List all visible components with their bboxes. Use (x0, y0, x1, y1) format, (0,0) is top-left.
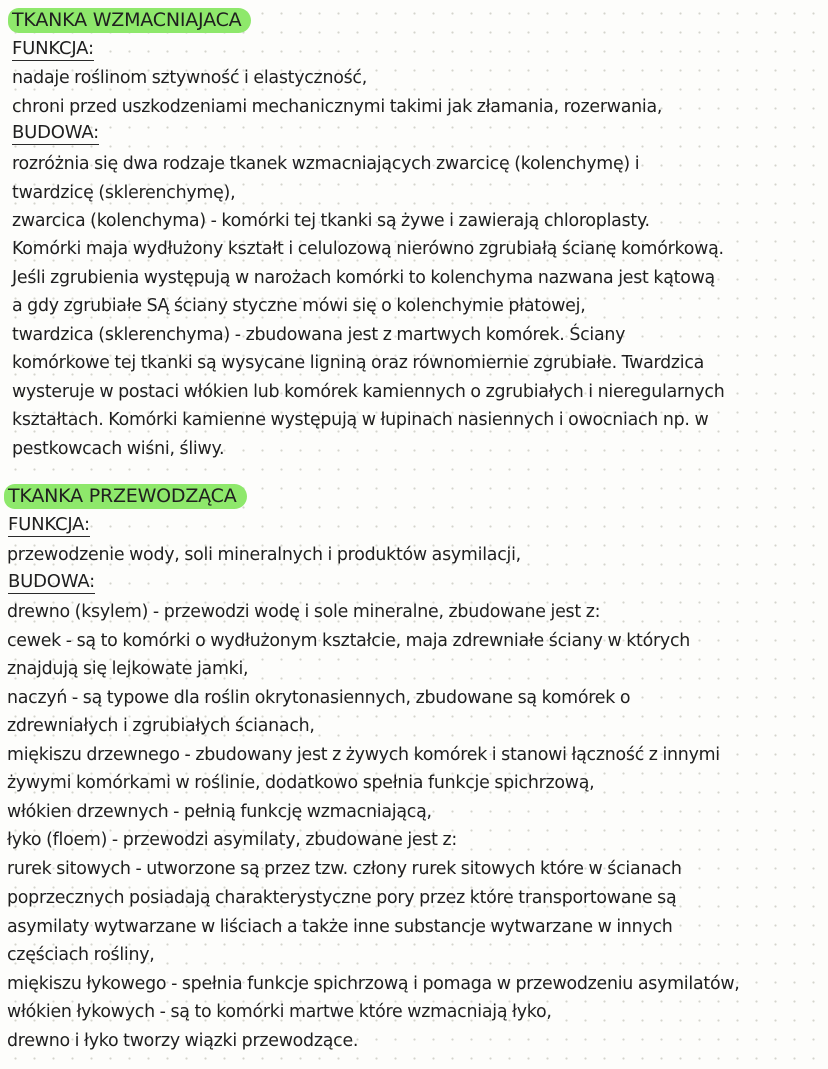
structure-line: zwarcica (kolenchyma) - komórki tej tkanki są żywe i zawierają chloroplasty. (12, 211, 650, 231)
structure-line: zdrewniałych i zgrubiałych ścianach, (7, 716, 315, 736)
section-title: TKANKA PRZEWODZĄCA (4, 484, 247, 509)
structure-line: włókien łykowych - są to komórki martwe które wzmacniają łyko, (7, 1002, 552, 1022)
structure-line: Komórki maja wydłużony kształt i celulozową nierówno zgrubiałą ścianę komórkową. (12, 239, 724, 259)
structure-line: rurek sitowych - utworzone są przez tzw. człony rurek sitowych które w ścianach (7, 859, 682, 879)
function-line: przewodzenie wody, soli mineralnych i produktów asymilacji, (7, 545, 521, 565)
structure-line: twardzicę (sklerenchymę), (12, 183, 236, 203)
function-line: chroni przed uszkodzeniami mechanicznymi takimi jak złamania, rozerwania, (12, 97, 663, 117)
structure-line: a gdy zgrubiałe SĄ ściany styczne mówi się o kolenchymie płatowej, (12, 296, 586, 316)
structure-line: twardzica (sklerenchyma) - zbudowana jest z martwych komórek. Ściany (12, 325, 626, 345)
function-label: FUNKCJA: (12, 38, 94, 59)
section-title: TKANKA WZMACNIAJACA (8, 8, 251, 33)
structure-line: poprzecznych posiadają charakterystyczne pory przez które transportowane są (7, 888, 677, 908)
structure-line: rozróżnia się dwa rodzaje tkanek wzmacniających zwarcicę (kolenchymę) i (12, 154, 640, 174)
structure-line: drewno i łyko tworzy wiązki przewodzące. (7, 1031, 359, 1051)
structure-line: żywymi komórkami w roślinie, dodatkowo spełnia funkcje spichrzową, (7, 773, 595, 793)
structure-label: BUDOWA: (12, 122, 100, 143)
structure-line: pestkowcach wiśni, śliwy. (12, 439, 225, 459)
structure-line: Jeśli zgrubienia występują w narożach komórki to kolenchyma nazwana jest kątową (12, 268, 715, 288)
function-label: FUNKCJA: (8, 514, 90, 535)
structure-line: miękiszu łykowego - spełnia funkcje spichrzową i pomaga w przewodzeniu asymilatów, (7, 974, 740, 994)
structure-line: częściach rośliny, (7, 945, 155, 965)
structure-line: łyko (floem) - przewodzi asymilaty, zbudowane jest z: (7, 830, 458, 850)
structure-line: cewek - są to komórki o wydłużonym kształcie, maja zdrewniałe ściany w których (7, 631, 691, 651)
structure-line: miękiszu drzewnego - zbudowany jest z żywych komórek i stanowi łączność z innymi (7, 745, 720, 765)
structure-line: włókien drzewnych - pełnią funkcję wzmacniającą, (7, 802, 432, 822)
structure-line: kształtach. Komórki kamienne występują w łupinach nasiennych i owocniach np. w (12, 410, 709, 430)
structure-line: asymilaty wytwarzane w liściach a także inne substancje wytwarzane w innych (7, 917, 673, 937)
structure-line: komórkowe tej tkanki są wysycane ligniną oraz równomiernie zgrubiałe. Twardzica (12, 353, 705, 373)
structure-line: naczyń - są typowe dla roślin okrytonasiennych, zbudowane są komórek o (7, 688, 631, 708)
function-line: nadaje roślinom sztywność i elastyczność, (12, 68, 367, 88)
structure-label: BUDOWA: (8, 571, 96, 592)
structure-line: drewno (ksylem) - przewodzi wodę i sole mineralne, zbudowane jest z: (7, 602, 601, 622)
structure-line: znajdują się lejkowate jamki, (7, 659, 249, 679)
structure-line: wysteruje w postaci włókien lub komórek kamiennych o zgrubiałych i nieregularnych (12, 382, 725, 402)
